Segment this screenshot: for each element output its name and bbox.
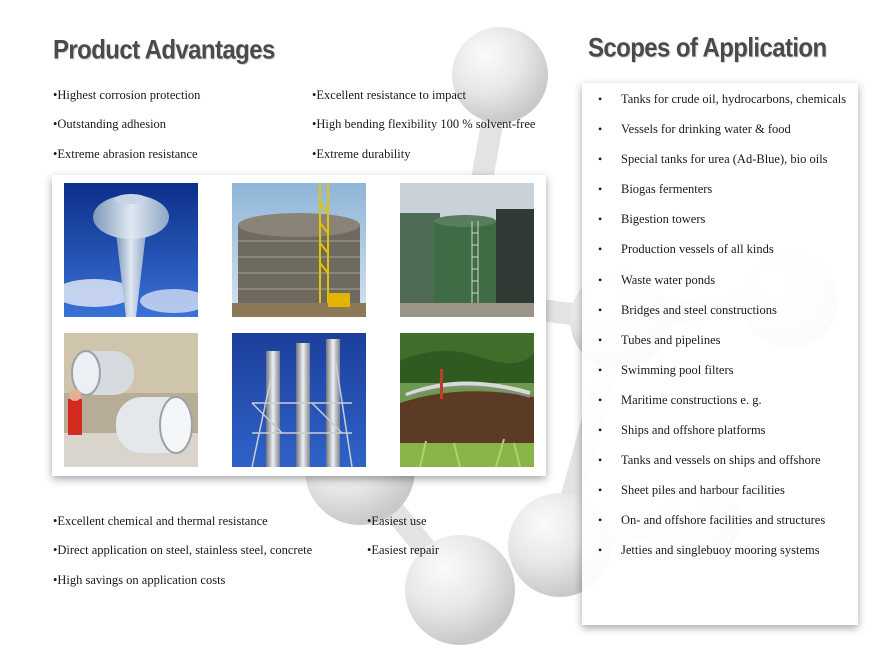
advantage-item: • High savings on application costs: [53, 573, 225, 588]
steel-chimneys-photo: [232, 333, 366, 467]
product-advantages-heading: Product Advantages: [53, 35, 275, 66]
scope-item: • Bridges and steel constructions: [582, 302, 858, 332]
advantage-item: • Outstanding adhesion: [53, 117, 166, 132]
scopes-of-application-heading: Scopes of Application: [588, 33, 827, 64]
scope-item: • On- and offshore facilities and structures: [582, 512, 858, 542]
advantage-item: • Excellent chemical and thermal resistance: [53, 514, 268, 529]
scope-item: • Tubes and pipelines: [582, 332, 858, 362]
scope-item: • Waste water ponds: [582, 272, 858, 302]
water-tower-photo: [64, 183, 198, 317]
scope-item: • Sheet piles and harbour facilities: [582, 482, 858, 512]
advantage-item: • High bending flexibility 100 % solvent-free: [312, 117, 535, 132]
scope-item: • Tanks for crude oil, hydrocarbons, chemicals: [582, 91, 858, 121]
advantage-item: • Extreme durability: [312, 147, 410, 162]
scope-item: • Bigestion towers: [582, 211, 858, 241]
scope-item: • Biogas fermenters: [582, 181, 858, 211]
scope-item: • Tanks and vessels on ships and offshore: [582, 452, 858, 482]
scopes-list: [582, 91, 858, 573]
advantage-item: • Extreme abrasion resistance: [53, 147, 198, 162]
bridge-construction-photo: [400, 333, 534, 467]
scope-item: • Special tanks for urea (Ad-Blue), bio oils: [582, 151, 858, 181]
advantage-item: • Excellent resistance to impact: [312, 88, 466, 103]
tank-under-construction-photo: [232, 183, 366, 317]
scope-item: • Jetties and singlebuoy mooring systems: [582, 542, 858, 572]
photo-panel: [52, 175, 546, 476]
scope-item: • Ships and offshore platforms: [582, 422, 858, 452]
scope-item: • Swimming pool filters: [582, 362, 858, 392]
scopes-panel: [582, 83, 858, 625]
scope-item: • Maritime constructions e. g.: [582, 392, 858, 422]
scope-item: • Production vessels of all kinds: [582, 241, 858, 271]
pipe-sections-photo: [64, 333, 198, 467]
advantage-item: • Easiest repair: [367, 543, 439, 558]
green-storage-tanks-photo: [400, 183, 534, 317]
advantage-item: • Highest corrosion protection: [53, 88, 200, 103]
scope-item: • Vessels for drinking water & food: [582, 121, 858, 151]
advantage-item: • Easiest use: [367, 514, 427, 529]
advantage-item: • Direct application on steel, stainless steel, concrete: [53, 543, 312, 558]
